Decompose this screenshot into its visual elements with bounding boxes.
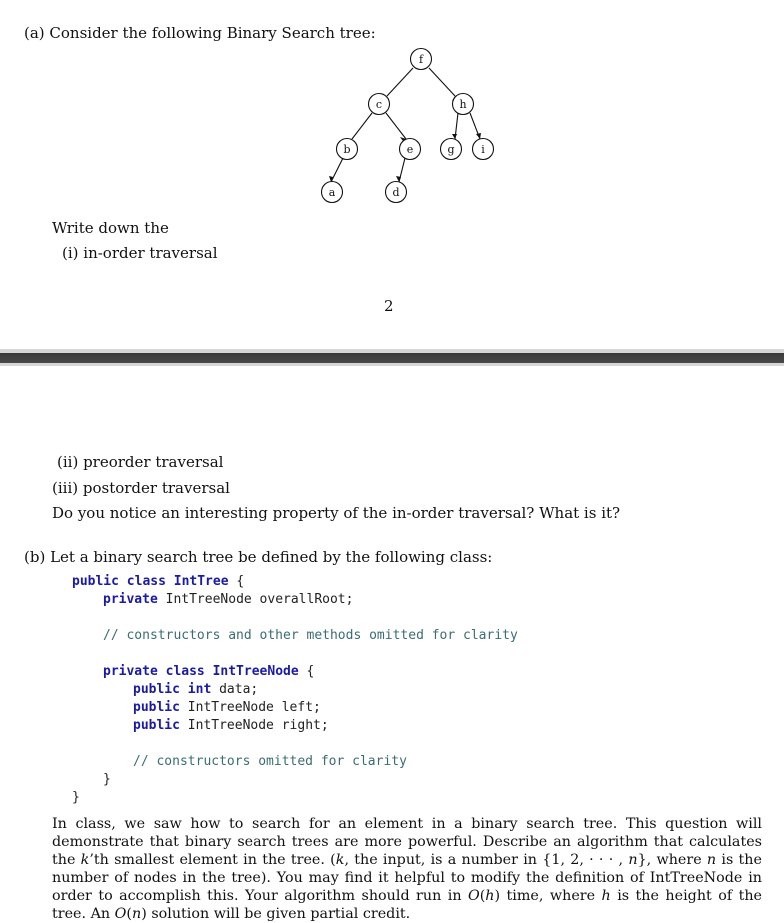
page-number: 2 bbox=[384, 297, 394, 315]
code-comment-methods: // constructors and other methods omitted for clarity bbox=[103, 628, 518, 643]
inorder-question: Do you notice an interesting property of the in-order traversal? What is it? bbox=[52, 504, 621, 522]
code-line-right: public IntTreeNode right; bbox=[133, 718, 329, 733]
code-line-data: public int data; bbox=[133, 682, 259, 697]
tree-node-label: d bbox=[392, 186, 400, 199]
code-line-class: public class IntTree { bbox=[72, 574, 245, 589]
write-down-label: Write down the bbox=[52, 219, 169, 237]
kth-smallest-question: In class, we saw how to search for an element in a binary search tree. This question will demonstrate that binary search trees are more powerful. Describe an algorithm that calculates the k’th smallest element in the tree. (k, the input, is a number in {1, 2, · · · , n}, where n is the number of nodes in the tree). You may find it helpful to modify the definition of IntTreeNode in order to accomplish this. Your algorithm should run in O(h) time, where h is the height of the tree. An O(n) solution will be given partial credit. bbox=[52, 816, 762, 922]
item-postorder: (iii) postorder traversal bbox=[52, 479, 230, 497]
code-line-root: private IntTreeNode overallRoot; bbox=[103, 592, 354, 607]
code-line-left: public IntTreeNode left; bbox=[133, 700, 321, 715]
item-preorder: (ii) preorder traversal bbox=[57, 453, 224, 471]
tree-edge bbox=[352, 113, 372, 139]
tree-node-label: h bbox=[459, 98, 467, 111]
tree-node-label: c bbox=[375, 98, 383, 111]
page-break-divider bbox=[0, 349, 784, 366]
part-a-heading: (a) Consider the following Binary Search tree: bbox=[24, 24, 376, 42]
tree-node-label: g bbox=[447, 143, 455, 156]
tree-edge bbox=[331, 158, 343, 182]
code-close-inner: } bbox=[103, 772, 111, 787]
binary-search-tree-diagram bbox=[0, 0, 784, 220]
tree-edge bbox=[429, 68, 455, 96]
tree-node-label: a bbox=[328, 186, 336, 199]
tree-node-label: f bbox=[418, 53, 424, 66]
tree-node-label: b bbox=[343, 143, 351, 156]
tree-node-label: e bbox=[406, 143, 414, 156]
item-inorder: (i) in-order traversal bbox=[62, 244, 218, 262]
part-b-heading: (b) Let a binary search tree be defined by the following class: bbox=[24, 548, 493, 566]
tree-edge bbox=[386, 113, 406, 139]
tree-edge bbox=[387, 68, 413, 96]
code-line-node-class: private class IntTreeNode { bbox=[103, 664, 315, 679]
code-comment-constructors: // constructors omitted for clarity bbox=[133, 754, 407, 769]
tree-node-label: i bbox=[481, 143, 485, 156]
code-close-outer: } bbox=[72, 790, 80, 805]
